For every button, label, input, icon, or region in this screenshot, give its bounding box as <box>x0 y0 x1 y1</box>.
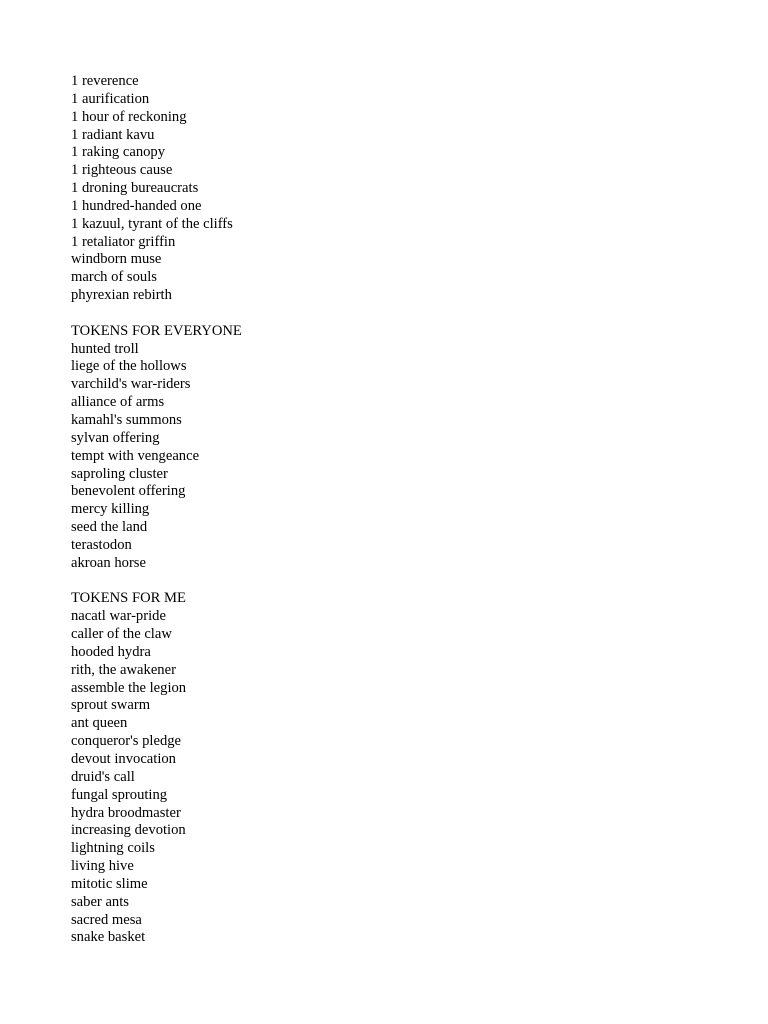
list-item: caller of the claw <box>71 626 172 643</box>
list-item: living hive <box>71 858 134 875</box>
list-item: 1 hundred-handed one <box>71 197 202 214</box>
list-item: lightning coils <box>71 840 155 857</box>
list-item: march of souls <box>71 269 157 286</box>
list-item: sacred mesa <box>71 911 142 928</box>
list-item: liege of the hollows <box>71 358 187 375</box>
list-item: 1 hour of reckoning <box>71 108 187 125</box>
list-item: 1 retaliator griffin <box>71 233 176 250</box>
list-item: alliance of arms <box>71 394 165 411</box>
list-item: hooded hydra <box>71 643 151 660</box>
list-item: 1 kazuul, tyrant of the cliffs <box>71 215 233 232</box>
list-item: varchild's war-riders <box>71 376 191 393</box>
list-item: akroan horse <box>71 554 146 571</box>
list-item: conqueror's pledge <box>71 733 182 750</box>
list-item: phyrexian rebirth <box>71 287 172 304</box>
list-item: 1 raking canopy <box>71 144 166 161</box>
list-item: 1 reverence <box>71 73 139 89</box>
list-item: nacatl war-pride <box>71 608 166 625</box>
list-item: mercy killing <box>71 501 150 518</box>
list-item: terastodon <box>71 536 132 553</box>
section-heading: TOKENS FOR ME <box>71 590 186 607</box>
list-item: devout invocation <box>71 750 176 767</box>
list-item: mitotic slime <box>71 875 148 892</box>
list-item: kamahl's summons <box>71 411 182 428</box>
list-item: 1 righteous cause <box>71 162 173 179</box>
list-item: sylvan offering <box>71 429 160 446</box>
list-item: sprout swarm <box>71 697 151 714</box>
list-item: 1 droning bureaucrats <box>71 180 199 197</box>
card-list-section-1 <box>71 73 721 305</box>
list-item: 1 radiant kavu <box>71 126 155 143</box>
document-page <box>71 73 721 947</box>
list-item: hydra broodmaster <box>71 804 181 821</box>
list-item: druid's call <box>71 768 135 785</box>
list-item: saproling cluster <box>71 465 168 482</box>
list-item: ant queen <box>71 715 128 732</box>
list-item: rith, the awakener <box>71 661 176 678</box>
list-item: seed the land <box>71 519 148 536</box>
list-item: benevolent offering <box>71 483 186 500</box>
list-item: fungal sprouting <box>71 786 168 803</box>
tokens-for-me-section <box>71 590 721 947</box>
list-item: tempt with vengeance <box>71 447 200 464</box>
list-item: increasing devotion <box>71 822 186 839</box>
list-item: 1 aurification <box>71 90 150 107</box>
list-item: assemble the legion <box>71 679 187 696</box>
tokens-for-everyone-section <box>71 323 721 573</box>
list-item: snake basket <box>71 929 146 946</box>
section-heading: TOKENS FOR EVERYONE <box>71 322 242 339</box>
list-item: saber ants <box>71 893 129 910</box>
list-item: windborn muse <box>71 251 162 268</box>
list-item: hunted troll <box>71 340 139 357</box>
